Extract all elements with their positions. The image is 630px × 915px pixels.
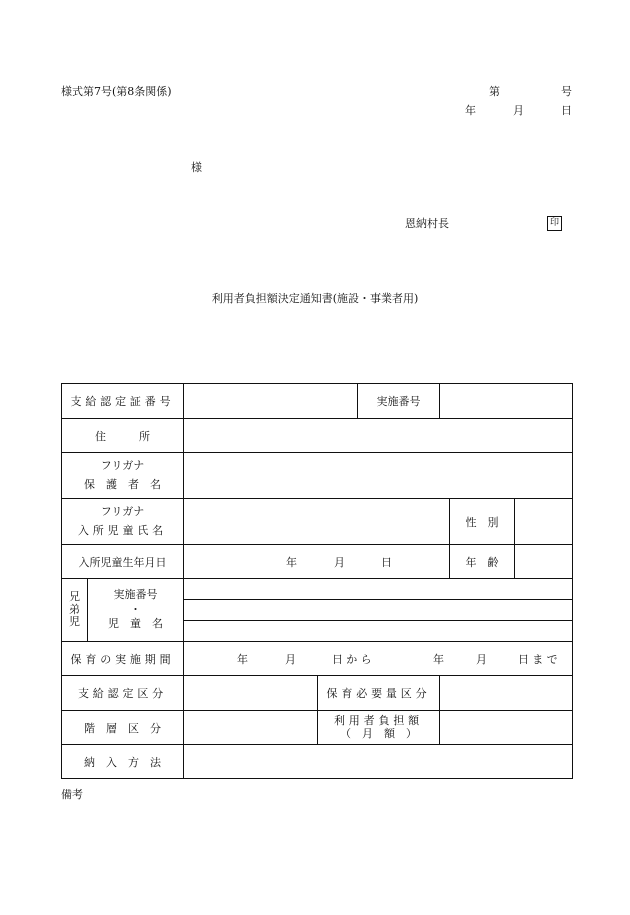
cert-category-label: 支給認定区分 [77, 687, 168, 700]
date-month-label: 月 [513, 104, 524, 117]
period-start-month: 月 [285, 652, 296, 666]
care-need-label: 保育必要量区分 [326, 687, 431, 700]
notice-table [61, 383, 573, 779]
guardian-label [62, 453, 183, 498]
sibling-impl-number-label: 実施番号 [113, 588, 158, 602]
period-start-day: 日から [332, 652, 375, 666]
sibling-row-3 [184, 621, 572, 641]
period-end-day: 日まで [518, 652, 561, 666]
form-number-label: 様式第7号(第8条関係) [61, 85, 172, 98]
date-year-label: 年 [465, 104, 476, 117]
tier-value [184, 711, 317, 744]
date-day-label: 日 [561, 104, 572, 117]
sibling-label-char-1: 兄 [69, 590, 80, 604]
burden-label-line-2: （ 月 額 ） [340, 726, 417, 740]
cert-category-value [184, 676, 317, 710]
sibling-row-2 [184, 600, 572, 620]
burden-label-line-1: 利用者負担額 [333, 713, 424, 727]
sibling-label [62, 579, 87, 641]
birth-month-label: 月 [334, 555, 345, 569]
document-number-prefix: 第 [489, 85, 500, 98]
document-number-suffix: 号 [561, 85, 572, 98]
child-name-label: 入所児童氏名 [77, 523, 168, 537]
addressee-suffix: 様 [191, 161, 202, 174]
period-end-year: 年 [433, 652, 444, 666]
child-label [62, 499, 183, 544]
remarks-label: 備考 [61, 788, 83, 801]
child-name-value [184, 499, 449, 544]
care-need-value [440, 676, 572, 710]
impl-number-label: 実施番号 [376, 395, 421, 408]
sibling-fields-label [88, 579, 183, 641]
birth-year-label: 年 [286, 555, 297, 569]
period-end-month: 月 [476, 652, 487, 666]
sibling-child-name-label: 児 童 名 [108, 617, 163, 631]
age-label: 年 齢 [465, 555, 499, 569]
child-furigana-label: フリガナ [100, 504, 145, 518]
issuer-name: 恩納村長 [405, 217, 449, 230]
seal-stamp-icon: 印 [547, 216, 562, 231]
care-period-label: 保育の実施期間 [70, 652, 175, 666]
address-label: 住 所 [95, 429, 150, 443]
tier-label: 階 層 区 分 [84, 721, 161, 735]
burden-label [318, 711, 439, 744]
period-start-year: 年 [237, 652, 248, 666]
address-value [184, 419, 572, 452]
guardian-name-label: 保 護 者 名 [84, 477, 161, 491]
guardian-furigana-label: フリガナ [100, 458, 145, 472]
birthdate-value [184, 545, 449, 578]
payment-method-label: 納 入 方 法 [84, 755, 161, 769]
sibling-row-1 [184, 579, 572, 599]
impl-number-value [440, 384, 572, 418]
sex-value [515, 499, 572, 544]
sibling-label-char-2: 弟 [69, 602, 80, 616]
document-title: 利用者負担額決定通知書(施設・事業者用) [211, 292, 419, 305]
age-value [515, 545, 572, 578]
birthdate-label: 入所児童生年月日 [78, 555, 167, 569]
cert-number-label: 支給認定証番号 [70, 395, 175, 408]
sibling-separator: ・ [130, 602, 141, 616]
sibling-label-char-3: 児 [69, 615, 80, 629]
guardian-name-value [184, 453, 572, 498]
payment-method-value [184, 745, 572, 778]
care-period-value [184, 642, 572, 675]
birth-day-label: 日 [381, 555, 392, 569]
sex-label: 性 別 [465, 515, 499, 529]
burden-value [440, 711, 572, 744]
cert-number-value [184, 384, 357, 418]
